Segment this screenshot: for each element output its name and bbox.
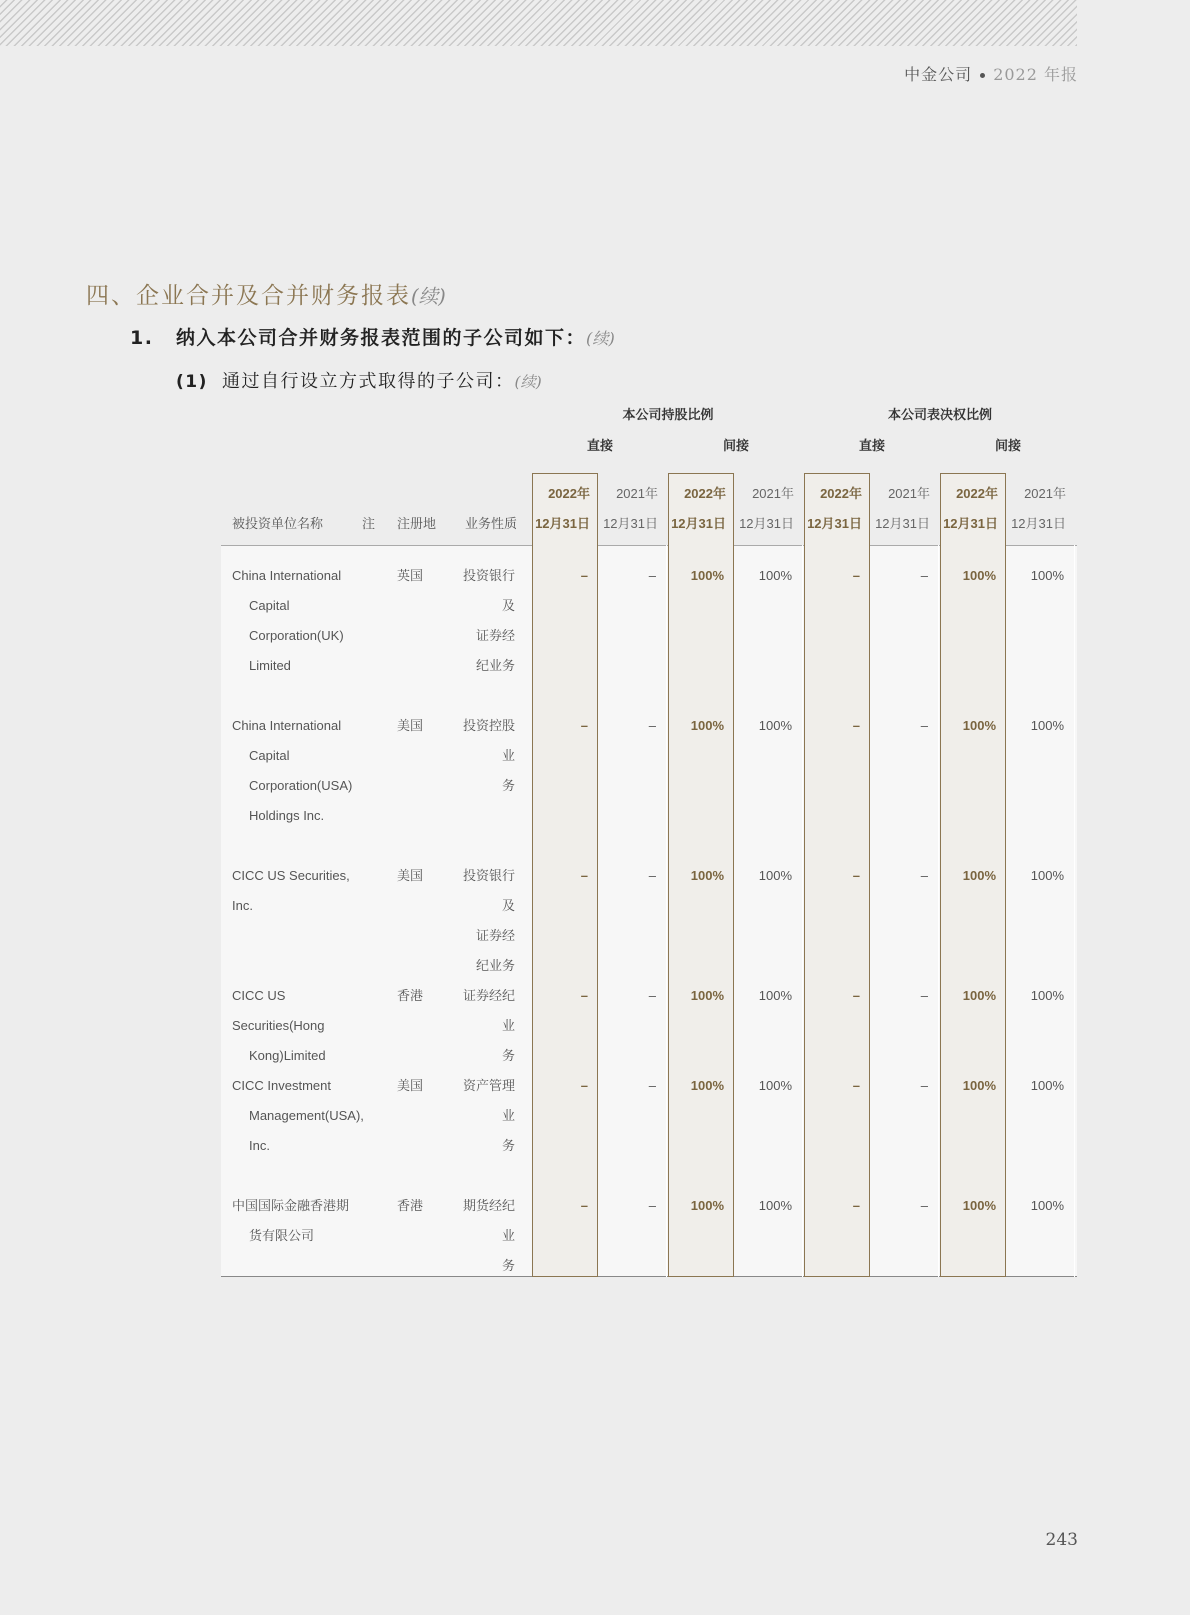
business-line: 投资银行及 <box>462 568 515 613</box>
continued-label: (续) <box>586 329 615 348</box>
row-business <box>457 981 515 1071</box>
header-year: 2022 年报 <box>993 65 1078 84</box>
row-entity-name <box>232 981 354 1071</box>
row-value: – <box>852 718 860 733</box>
column-header-year-2022: 2022年 <box>684 486 726 501</box>
entity-name-line: 货有限公司 <box>249 1228 315 1243</box>
sub-subsection-heading <box>176 367 542 393</box>
subsection-number: 1. <box>130 327 154 349</box>
row-place: 英国 <box>397 568 424 583</box>
row-business <box>457 711 515 801</box>
row-place: 香港 <box>397 988 424 1003</box>
row-value: – <box>920 988 928 1003</box>
row-value: 100% <box>758 1198 792 1213</box>
row-value: 100% <box>1030 718 1064 733</box>
row-value: 100% <box>1030 988 1064 1003</box>
column-header-date: 12月31日 <box>671 516 726 531</box>
entity-name-line: Capital <box>249 748 290 763</box>
subgroup-direct: 直接 <box>858 438 885 453</box>
entity-name-line: Corporation(UK) <box>249 628 344 643</box>
row-value: – <box>580 868 588 883</box>
entity-name-line: CICC US Securities, Inc. <box>232 868 350 913</box>
sub-subsection-heading-text: 通过自行设立方式取得的子公司： <box>222 371 515 392</box>
row-value: – <box>920 1078 928 1093</box>
subgroup-indirect: 间接 <box>722 438 749 453</box>
row-value: – <box>580 718 588 733</box>
row-value: – <box>580 988 588 1003</box>
business-line: 投资控股业 <box>462 718 515 763</box>
row-entity-name <box>232 1191 354 1251</box>
row-business <box>457 1191 515 1281</box>
row-value: – <box>920 718 928 733</box>
column-separator <box>666 545 667 1277</box>
subgroup-direct: 直接 <box>586 438 613 453</box>
row-business <box>457 1071 515 1161</box>
row-value: 100% <box>690 988 724 1003</box>
column-header-date: 12月31日 <box>943 516 998 531</box>
running-header <box>904 62 1078 85</box>
row-value: 100% <box>962 568 996 583</box>
row-value: – <box>852 988 860 1003</box>
column-header-date: 12月31日 <box>807 516 862 531</box>
column-header-place: 注册地 <box>397 516 437 531</box>
business-line: 资产管理业 <box>462 1078 515 1123</box>
column-header-year-2021: 2021年 <box>888 486 930 501</box>
column-header-date: 12月31日 <box>603 516 658 531</box>
subgroup-indirect: 间接 <box>994 438 1021 453</box>
column-header-year-2021: 2021年 <box>752 486 794 501</box>
row-value: – <box>648 568 656 583</box>
group-header-voting: 本公司表决权比例 <box>887 407 992 422</box>
row-place: 美国 <box>397 868 424 883</box>
entity-name-line: Inc. <box>249 1138 270 1153</box>
entity-name-line: China International <box>232 568 342 583</box>
row-value: – <box>648 1198 656 1213</box>
column-header-year-2022: 2022年 <box>956 486 998 501</box>
row-value: 100% <box>690 568 724 583</box>
row-value: 100% <box>758 568 792 583</box>
column-header-name: 被投资单位名称 <box>232 516 324 531</box>
column-separator <box>1074 545 1075 1277</box>
row-value: 100% <box>758 1078 792 1093</box>
column-header-date: 12月31日 <box>1011 516 1066 531</box>
business-line: 证券经纪业 <box>462 988 515 1033</box>
row-value: – <box>852 1078 860 1093</box>
business-line: 证券经 <box>475 928 515 943</box>
row-value: 100% <box>1030 1078 1064 1093</box>
column-header-year-2022: 2022年 <box>820 486 862 501</box>
column-header-note: 注 <box>362 516 376 531</box>
group-header-holding: 本公司持股比例 <box>622 407 714 422</box>
column-header-year-2022: 2022年 <box>548 486 590 501</box>
row-value: 100% <box>962 1198 996 1213</box>
header-company: 中金公司 <box>904 65 973 84</box>
row-value: 100% <box>758 988 792 1003</box>
row-value: 100% <box>758 718 792 733</box>
row-value: – <box>580 1198 588 1213</box>
row-value: – <box>920 568 928 583</box>
sub-subsection-number: (1) <box>176 372 208 392</box>
row-value: – <box>920 1198 928 1213</box>
entity-name-line: CICC US Securities(Hong <box>232 988 325 1033</box>
column-separator <box>938 545 939 1277</box>
column-header-business: 业务性质 <box>465 516 518 531</box>
entity-name-line: Kong)Limited <box>249 1048 326 1063</box>
row-entity-name <box>232 711 354 831</box>
row-value: 100% <box>690 868 724 883</box>
row-value: – <box>648 718 656 733</box>
row-place: 香港 <box>397 1198 424 1213</box>
section-heading-text: 四、企业合并及合并财务报表 <box>86 283 411 309</box>
row-value: 100% <box>758 868 792 883</box>
row-value: – <box>580 1078 588 1093</box>
row-value: 100% <box>962 1078 996 1093</box>
business-line: 投资银行及 <box>462 868 515 913</box>
business-line: 务 <box>501 1258 515 1273</box>
row-value: – <box>648 1078 656 1093</box>
row-value: 100% <box>690 1078 724 1093</box>
row-value: – <box>648 988 656 1003</box>
row-value: 100% <box>962 718 996 733</box>
row-place: 美国 <box>397 1078 424 1093</box>
column-header-date: 12月31日 <box>535 516 590 531</box>
row-entity-name <box>232 1071 364 1161</box>
column-header-year-2021: 2021年 <box>1024 486 1066 501</box>
entity-name-line: Corporation(USA) <box>249 778 353 793</box>
row-value: 100% <box>690 1198 724 1213</box>
row-business <box>457 861 515 981</box>
continued-label: (续) <box>514 373 542 391</box>
entity-name-line: China International <box>232 718 342 733</box>
section-heading <box>86 277 446 310</box>
row-value: 100% <box>962 868 996 883</box>
entity-name-line: Limited <box>249 658 291 673</box>
column-header-date: 12月31日 <box>739 516 794 531</box>
subsection-heading-text: 纳入本公司合并财务报表范围的子公司如下： <box>176 327 587 349</box>
subsection-heading <box>130 323 615 350</box>
row-value: 100% <box>1030 868 1064 883</box>
business-line: 纪业务 <box>475 658 515 673</box>
decorative-hatch-band <box>0 0 1077 46</box>
row-entity-name <box>232 561 354 681</box>
row-value: – <box>852 868 860 883</box>
row-place: 美国 <box>397 718 424 733</box>
entity-name-line: Management(USA), <box>249 1108 364 1123</box>
row-value: – <box>648 868 656 883</box>
business-line: 务 <box>501 1048 515 1063</box>
column-header-date: 12月31日 <box>875 516 930 531</box>
row-value: 100% <box>962 988 996 1003</box>
entity-name-line: Holdings Inc. <box>249 808 325 823</box>
row-business <box>457 561 515 681</box>
row-value: – <box>580 568 588 583</box>
row-value: 100% <box>690 718 724 733</box>
page-number: 243 <box>1045 1530 1078 1550</box>
business-line: 期货经纪业 <box>462 1198 515 1243</box>
business-line: 务 <box>501 778 515 793</box>
continued-label: (续) <box>411 285 446 308</box>
entity-name-line: Capital <box>249 598 290 613</box>
row-value: 100% <box>1030 1198 1064 1213</box>
business-line: 证券经 <box>475 628 515 643</box>
row-value: – <box>920 868 928 883</box>
row-value: 100% <box>1030 568 1064 583</box>
row-entity-name <box>232 861 354 921</box>
bullet-icon <box>980 73 985 78</box>
business-line: 纪业务 <box>475 958 515 973</box>
entity-name-line: CICC Investment <box>232 1078 331 1093</box>
row-value: – <box>852 1198 860 1213</box>
row-value: – <box>852 568 860 583</box>
entity-name-line: 中国国际金融香港期 <box>232 1198 350 1213</box>
column-separator <box>802 545 803 1277</box>
column-header-year-2021: 2021年 <box>616 486 658 501</box>
business-line: 务 <box>501 1138 515 1153</box>
